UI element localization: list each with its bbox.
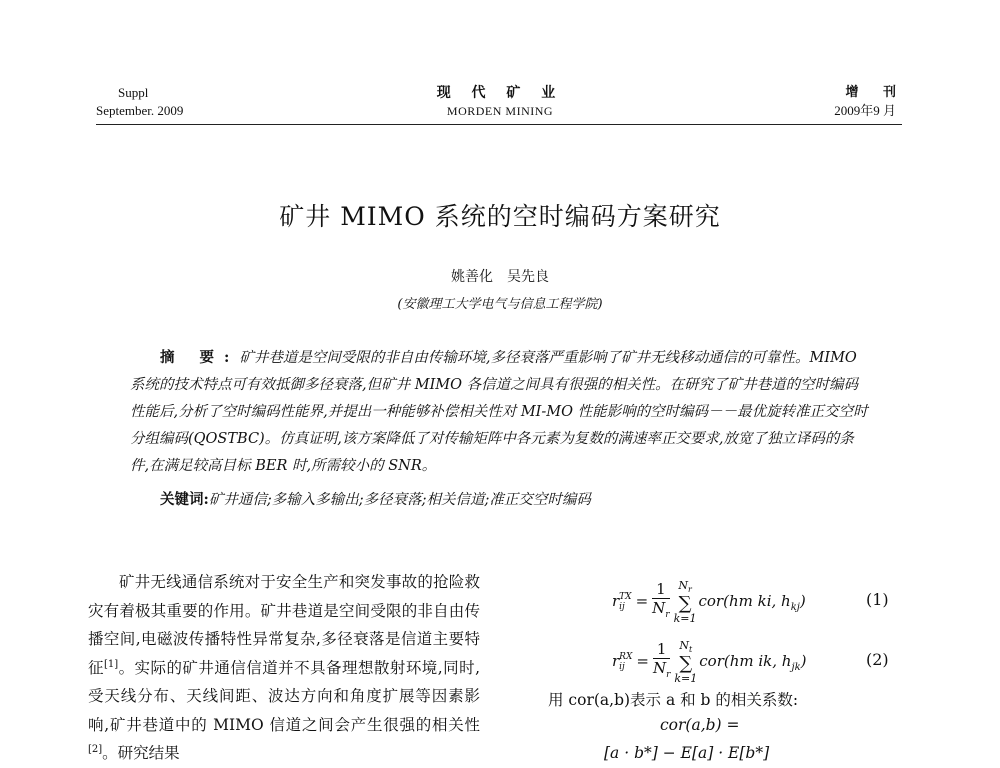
eq2-fraction: [653, 640, 670, 684]
equation-1: r TX ij = $\frac{1}{N_r}$ $N_r$ ∑ k=1 cor(hm ki, $h_{kj}$): [612, 579, 806, 626]
abstract-label: 摘 要:: [160, 349, 240, 366]
eq1-close: ): [799, 592, 806, 611]
eq1-lhs: r: [612, 592, 620, 611]
eq1-numerator: 1: [652, 580, 669, 599]
eq1-fraction: [652, 580, 669, 624]
eq1-sum-bottom: k=1: [673, 612, 697, 626]
eq1-sup: TX: [619, 592, 632, 603]
eq2-sum-bottom: k=1: [674, 672, 698, 686]
eq2-sub: ij: [619, 662, 625, 673]
supplement-label: Suppl: [118, 85, 149, 100]
abstract-paragraph: [130, 344, 870, 480]
intro-text-1: 矿井无线通信系统对于安全生产和突发事故的抢险救灾有着极其重要的作用。矿井巷道是空间受限的非自由传播空间,电磁波传播特性异常复杂,多径衰落是信道主要特征: [88, 573, 480, 677]
citation-1[interactable]: [1]: [103, 658, 119, 670]
eq1-sub: ij: [619, 602, 625, 613]
paper-title: 矿井 MIMO 系统的空时编码方案研究: [279, 202, 721, 231]
eq2-lhs: r: [612, 652, 620, 671]
equation-2: r RX ij = $\frac{1}{N_r}$ $N_t$ ∑ k=1 cor(hm ik, $h_{jk}$): [612, 639, 807, 686]
eq1-denominator: N: [652, 599, 666, 618]
issue-date-en: September. 2009: [96, 103, 184, 118]
issue-date-cn: 2009年9 月: [834, 103, 896, 118]
journal-name-en: MORDEN MINING: [446, 104, 554, 118]
eq1-body-sub: kj: [790, 602, 800, 614]
header-rule: [96, 124, 902, 125]
correlation-formula-lhs: cor(a,b) =: [660, 716, 740, 734]
eq1-sum: $N_r$ ∑ k=1: [673, 579, 697, 626]
eq2-sum: $N_t$ ∑ k=1: [674, 639, 698, 686]
eq2-sum-top-sub: t: [689, 645, 693, 655]
eq2-numerator: 1: [653, 640, 670, 659]
abstract-block: [130, 344, 870, 514]
intro-paragraph: [88, 568, 480, 768]
equation-2-number: (2): [866, 650, 889, 669]
eq2-sup: RX: [619, 652, 633, 663]
eq2-body-sub: jk: [791, 662, 801, 674]
eq1-denominator-sub: r: [665, 610, 670, 621]
abstract-text: 矿井巷道是空间受限的非自由传输环境,多径衰落严重影响了矿井无线移动通信的可靠性。MIMO 系统的技术特点可有效抵御多径衰落,但矿井 MIMO 各信道之间具有很强的相关性。在研究了矿井巷道的空时编码性能后,分析了空时编码性能界,并提出一种能够补偿相关性对 MI-MO 性能影响的空时编码－－最优旋转准正交空时分组编码(QOSTBC)。仿真证明,该方案降低了对传输矩阵中各元素为复数的满速率正交要求,放宽了独立译码的条件,在满足较高目标 BER 时,所需较小的 SNR。: [130, 350, 868, 474]
eq2-close: ): [800, 652, 807, 671]
intro-text-2: 。实际的矿井通信信道并不具备理想散射环境,同时,受天线分布、天线间距、波达方向和角度扩展等因素影响,矿井巷道中的 MIMO 信道之间会产生很强的相关性: [88, 658, 480, 734]
keywords-paragraph: [130, 486, 870, 514]
citation-2[interactable]: [2]: [88, 743, 103, 755]
journal-name-cn: 现 代 矿 业: [436, 85, 564, 101]
eq2-denominator-sub: r: [666, 670, 671, 681]
running-header-right: [834, 84, 906, 120]
supplement-label-cn: 增 刊: [845, 85, 906, 100]
eq2-denominator: N: [652, 659, 667, 678]
body-left-column: [88, 568, 480, 768]
keywords-text: 矿井通信;多输入多输出;多径衰落;相关信道;准正交空时编码: [208, 492, 591, 508]
intro-text-3: 。研究结果: [102, 744, 180, 762]
equation-1-number: (1): [866, 590, 889, 609]
eq2-body: cor(hm ik, h: [699, 652, 792, 671]
eq2-sum-top: N: [679, 639, 690, 652]
affiliation: (安徽理工大学电气与信息工程学院): [397, 297, 603, 312]
author-list: 姚善化 吴先良: [451, 269, 549, 285]
correlation-definition: 用 cor(a,b)表示 a 和 b 的相关系数:: [548, 691, 799, 709]
keywords-label: 关键词:: [160, 491, 209, 508]
eq1-sum-top-sub: r: [687, 585, 692, 595]
eq1-body: cor(hm ki, h: [698, 592, 791, 611]
correlation-formula-rhs: [a · b*] − E[a] · E[b*]: [604, 744, 770, 762]
eq1-sum-top: N: [678, 579, 688, 592]
